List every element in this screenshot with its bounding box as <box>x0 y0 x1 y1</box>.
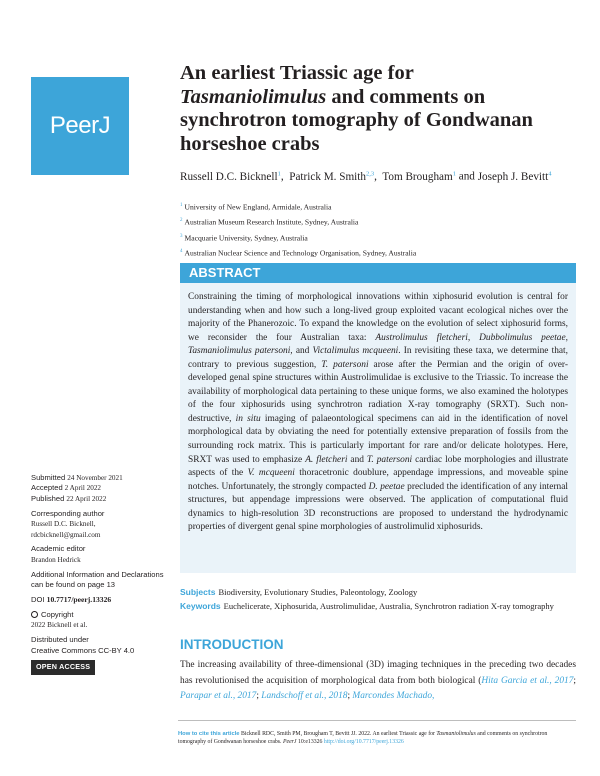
author[interactable]: Tom Brougham$^1$ <box>382 170 456 183</box>
keywords-label: Keywords <box>180 600 221 611</box>
affiliation-list <box>180 199 570 260</box>
abstract-text: Constraining the timing of morphological innovations within xiphosurid evolution is central for understanding when and how such a long-lived group exploited vacant ecological niches over the majority of the Phanerozoic. To expand the knowledge on the evolution of select xiphosurid forms, we reconsider the four Australian taxa: Austrolimulus fletcheri, Dubbolimulus peetae, Tasmaniolimulus patersoni, and Victalimulus mcqueeni. In revisiting these taxa, we determine that, contrary to previous suggestion, T. patersoni arose after the Permian and the origin of over-developed genal spine structures within Austrolimulidae is exclusive to the Triassic. To increase the availability of morphological data pertaining to these unique forms, we also examined the holotypes of the four xiphosurids using synchrotron radiation X-ray tomography (SRXT). Such non-destructive, in situ imaging of palaeontological specimens can aid in the identification of novel morphological data by obviating the need for potentially extensive preparation of fossils from the surrounding rock matrix. This is particularly important for rare and/or delicate holotypes. Here, SRXT was used to emphasize A. fletcheri and T. patersoni cardiac lobe morphologies and illustrate aspects of the V. mcqueeni thoracetronic doublure, appendage impressions, and moveable spine notches. Unfortunately, the strongly compacted D. peetae precluded the identification of any internal structures, but appendage impressions were observed. The application of computational fluid dynamics to high-resolution 3D reconstructions are proposed to understand the hydrodynamic properties of divergent genal spine morphologies of austrolimulid xiphosurids. <box>180 283 576 573</box>
citation-link[interactable]: Marcondes Machado, <box>352 691 435 701</box>
how-to-cite: How to cite this article Bicknell RDC, Smith PM, Brougham T, Bevitt JJ. 2022. An earliest Triassic age for Tasmaniolimulus and comments on synchrotron tomography of Gondwanan horseshoe crabs. PeerJ 10:e13326 http://doi.org/10.7717/peerj.13326 <box>178 731 548 746</box>
doi-footer-link[interactable]: http://doi.org/10.7717/peerj.13326 <box>323 739 404 746</box>
citation-link[interactable]: Landschoff et al., 2018 <box>261 691 348 701</box>
article-title <box>180 62 575 156</box>
corresponding-email-link[interactable]: rdcbicknell@gmail.com <box>31 530 101 539</box>
published-date: 22 April 2022 <box>66 494 107 503</box>
accepted-date: 2 April 2022 <box>64 484 102 493</box>
affiliation: $^2$ Australian Museum Research Institute, Sydney, Australia <box>180 217 359 227</box>
title-italic: Tasmaniolimulus <box>180 85 327 108</box>
corresponding-author-block: Corresponding author Russell D.C. Bicknell, rdcbicknell@gmail.com <box>31 509 171 540</box>
abstract-heading: ABSTRACT <box>180 263 576 283</box>
peerj-logo <box>31 77 129 175</box>
logo-text: PeerJ <box>49 112 111 139</box>
introduction-heading: INTRODUCTION <box>180 637 284 652</box>
keywords-text[interactable]: Euchelicerate, Xiphosurida, Austrolimulidae, Australia, Synchrotron radiation X-ray tomography <box>223 600 554 611</box>
doi-block: DOI 10.7717/peerj.13326 <box>31 595 112 605</box>
open-access-badge: OPEN ACCESS <box>31 660 95 674</box>
doi-link[interactable]: 10.7717/peerj.13326 <box>46 595 112 605</box>
submitted-date: 24 November 2021 <box>67 474 123 482</box>
copyright-icon <box>31 611 38 618</box>
author-list: Russell D.C. Bicknell$^1$, Patrick M. Smith$^{2,3}$, Tom Brougham$^1$ and Joseph J. Bevitt$^4$ <box>180 170 552 183</box>
footer-divider <box>178 720 576 721</box>
introduction-text: The increasing availability of three-dimensional (3D) imaging techniques in the preceding two decades has revolutionised the acquisition of morphological data from both biological (Hita Garcia et al., 2017; Parapar et al., 2017; Landschoff et al., 2018; Marcondes Machado, <box>180 660 576 701</box>
author[interactable]: Joseph J. Bevitt$^4$ <box>477 170 552 183</box>
citation-link[interactable]: Parapar et al., 2017 <box>180 691 257 701</box>
license-link[interactable]: Creative Commons CC-BY 4.0 <box>31 645 135 655</box>
author[interactable]: Patrick M. Smith$^{2,3}$ <box>289 170 375 183</box>
subjects-line <box>180 586 576 600</box>
authors-and: and <box>458 170 475 183</box>
academic-editor-block: Academic editor Brandon Hedrick <box>31 544 86 564</box>
title-part-2: and comments on synchrotron tomography of Gondwanan horseshoe crabs <box>180 85 533 155</box>
subjects-text[interactable]: Biodiversity, Evolutionary Studies, Paleontology, Zoology <box>218 587 418 597</box>
affiliation: $^3$ Macquarie University, Sydney, Australia <box>180 233 308 243</box>
author[interactable]: Russell D.C. Bicknell$^1$ <box>180 170 281 183</box>
subjects-keywords <box>180 586 576 613</box>
citation-link[interactable]: Hita Garcia et al., 2017 <box>481 675 574 686</box>
article-sidebar <box>31 473 171 679</box>
subjects-label: Subjects <box>180 587 216 597</box>
additional-info[interactable]: Additional Information and Declarations can be found on page 13 <box>31 569 164 590</box>
dates-block: Submitted 24 November 2021 Accepted 2 April 2022 Published 22 April 2022 <box>31 473 123 503</box>
affiliation: $^1$ University of New England, Armidale, Australia <box>180 202 332 212</box>
cite-label: How to cite this article <box>178 731 240 737</box>
title-part-1: An earliest Triassic age for <box>180 62 414 84</box>
copyright-block: Copyright 2022 Bicknell et al. <box>31 609 88 630</box>
keywords-line <box>180 600 576 614</box>
license-block: Distributed under Creative Commons CC-BY 4.0 OPEN ACCESS <box>31 635 171 674</box>
affiliation: $^4$ Australian Nuclear Science and Technology Organisation, Sydney, Australia <box>180 248 417 258</box>
